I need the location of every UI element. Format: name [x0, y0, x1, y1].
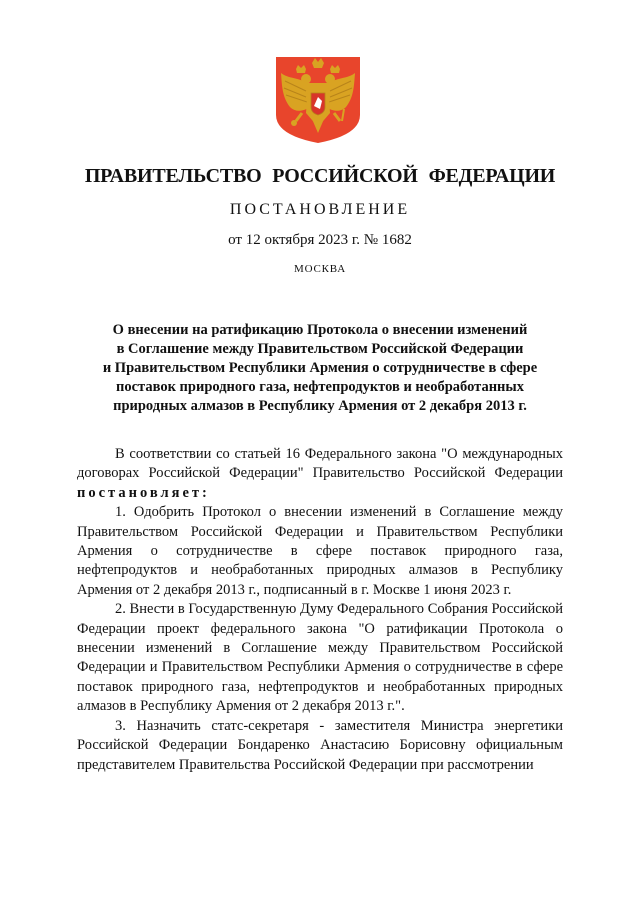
subject-line: в Соглашение между Правительством Российской Федерации	[116, 341, 524, 357]
item-paragraph-1: 1. Одобрить Протокол о внесении изменений в Соглашение между Правительством Российской Федерации и Правительством Республики Армения о сотрудничестве в сфере поставок природного газа, нефтепродуктов и необработанных природных алмазов в Республику Армения от 2 декабря 2013 г., подписанный в г. Москве 1 июня 2023 г.	[77, 504, 563, 598]
state-emblem	[276, 57, 360, 143]
subject-line: природных алмазов в Республику Армения от 2 декабря 2013 г.	[113, 398, 527, 414]
document-type: ПОСТАНОВЛЕНИЕ	[229, 201, 411, 218]
document-body	[77, 445, 563, 775]
subject-line: поставок природного газа, нефтепродуктов и необработанных	[116, 379, 524, 395]
document-subject	[70, 321, 570, 416]
preamble-paragraph	[77, 445, 563, 503]
item-paragraph-2: 2. Внести в Государственную Думу Федерального Собрания Российской Федерации проект федерального закона "О ратификации Протокола о внесении изменений в Соглашение между Правительством Российской Федерации и Правительством Республики Армения о сотрудничестве в сфере поставок природного газа, нефтепродуктов и необработанных природных алмазов в Республику Армения от 2 декабря 2013 г.".	[77, 601, 563, 715]
government-title: ПРАВИТЕЛЬСТВО РОССИЙСКОЙ ФЕДЕРАЦИИ	[84, 165, 556, 187]
document-city: МОСКВА	[294, 263, 346, 275]
preamble-text: В соответствии со статьей 16 Федерального закона "О международных договорах Российской Федерации" Правительство Российской Федерации	[77, 446, 563, 482]
russian-coat-of-arms-icon	[276, 57, 360, 143]
item-paragraph-3: 3. Назначить статс-секретаря - заместителя Министра энергетики Российской Федерации Бондаренко Анастасию Борисовну официальным представителем Правительства Российской Федерации при рассмотрении	[77, 717, 563, 773]
subject-line: О внесении на ратификацию Протокола о внесении изменений	[112, 322, 528, 338]
document-date-number: от 12 октября 2023 г. № 1682	[228, 232, 412, 248]
subject-line: и Правительством Республики Армения о сотрудничестве в сфере	[102, 360, 538, 376]
decree-word: постановляет:	[77, 484, 210, 501]
